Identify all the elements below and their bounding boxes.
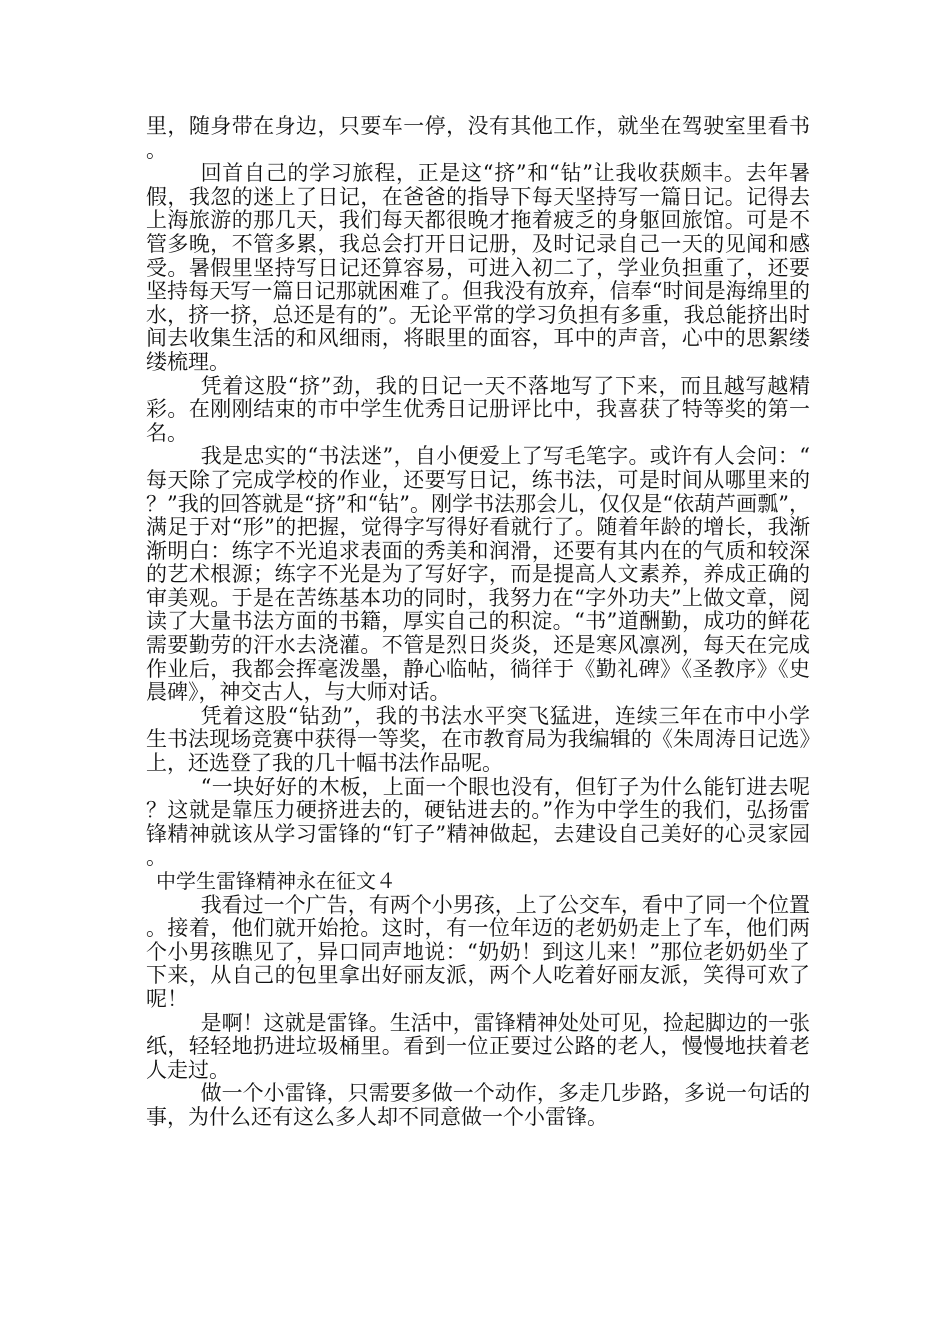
paragraph-2: 回首自己的学习旅程，正是这“挤”和“钻”让我收获颇丰。去年暑假，我忽的迷上了日记，在爸爸的指导下每天坚持写一篇日记。记得去上海旅游的那几天，我们每天都很晚才拖着疲乏的身躯回旅馆。可是不管多晚，不管多累，我总会打开日记册，及时记录自己一天的见闻和感受。暑假里坚持写日记还算容易，可进入初二了，学业负担重了，还要坚持每天写一篇日记那就困难了。但我没有放弃，信奉“时间是海绵里的水，挤一挤，总还是有的”。无论平常的学习负担有多重，我总能挤出时间去收集生活的和风细雨，将眼里的面容，耳中的声音，心中的思絮缕缕梳理。 — [146, 161, 810, 374]
paragraph-4: 我是忠实的“书法迷”，自小便爱上了写毛笔字。或许有人会问：“每天除了完成学校的作业，还要写日记，练书法，可是时间从哪里来的？”我的回答就是“挤”和“钻”。刚学书法那会儿，仅仅是“依葫芦画瓢”，满足于对“形”的把握，觉得字写得好看就行了。随着年龄的增长，我渐渐明白：练字不光追求表面的秀美和润滑，还要有其内在的气质和较深的艺术根源；练字不光是为了写好字，而是提高人文素养，养成正确的审美观。于是在苦练基本功的同时，我努力在“字外功夫”上做文章，阅读了大量书法方面的书籍，厚实自己的积淀。“书”道酬勤，成功的鲜花需要勤劳的汗水去浇灌。不管是烈日炎炎，还是寒风凛冽，每天在完成作业后，我都会挥毫泼墨，静心临帖，徜徉于《勤礼碑》《圣教序》《史晨碑》，神交古人，与大师对话。 — [146, 444, 810, 705]
paragraph-6: “一块好好的木板，上面一个眼也没有，但钉子为什么能钉进去呢？这就是靠压力硬挤进去的，硬钻进去的。”作为中学生的我们，弘扬雷锋精神就该从学习雷锋的“钉子”精神做起，去建设自己美好的心灵家园。 — [146, 774, 810, 870]
document-page — [146, 115, 810, 1130]
paragraph-8: 是啊！这就是雷锋。生活中，雷锋精神处处可见，捡起脚边的一张纸，轻轻地扔进垃圾桶里。看到一位正要过公路的老人，慢慢地扶着老人走过。 — [146, 1010, 810, 1082]
paragraph-9: 做一个小雷锋，只需要多做一个动作，多走几步路，多说一句话的事，为什么还有这么多人却不同意做一个小雷锋。 — [146, 1081, 810, 1129]
paragraph-7: 我看过一个广告，有两个小男孩，上了公交车，看中了同一个位置。接着，他们就开始抢。这时，有一位年迈的老奶奶走上了车，他们两个小男孩瞧见了，异口同声地说：“奶奶！到这儿来！”那位老奶奶坐了下来，从自己的包里拿出好丽友派，两个人吃着好丽友派，笑得可欢了呢！ — [146, 892, 810, 1011]
section-heading: 中学生雷锋精神永在征文４ — [156, 869, 396, 893]
paragraph-3: 凭着这股“挤”劲，我的日记一天不落地写了下来，而且越写越精彩。在刚刚结束的市中学生优秀日记册评比中，我喜获了特等奖的第一名。 — [146, 373, 810, 445]
paragraph-1: 里，随身带在身边，只要车一停，没有其他工作，就坐在驾驶室里看书。 — [146, 114, 810, 162]
paragraph-5: 凭着这股“钻劲”，我的书法水平突飞猛进，连续三年在市中小学生书法现场竞赛中获得一等奖，在市教育局为我编辑的《朱周涛日记选》上，还选登了我的几十幅书法作品呢。 — [146, 703, 810, 776]
